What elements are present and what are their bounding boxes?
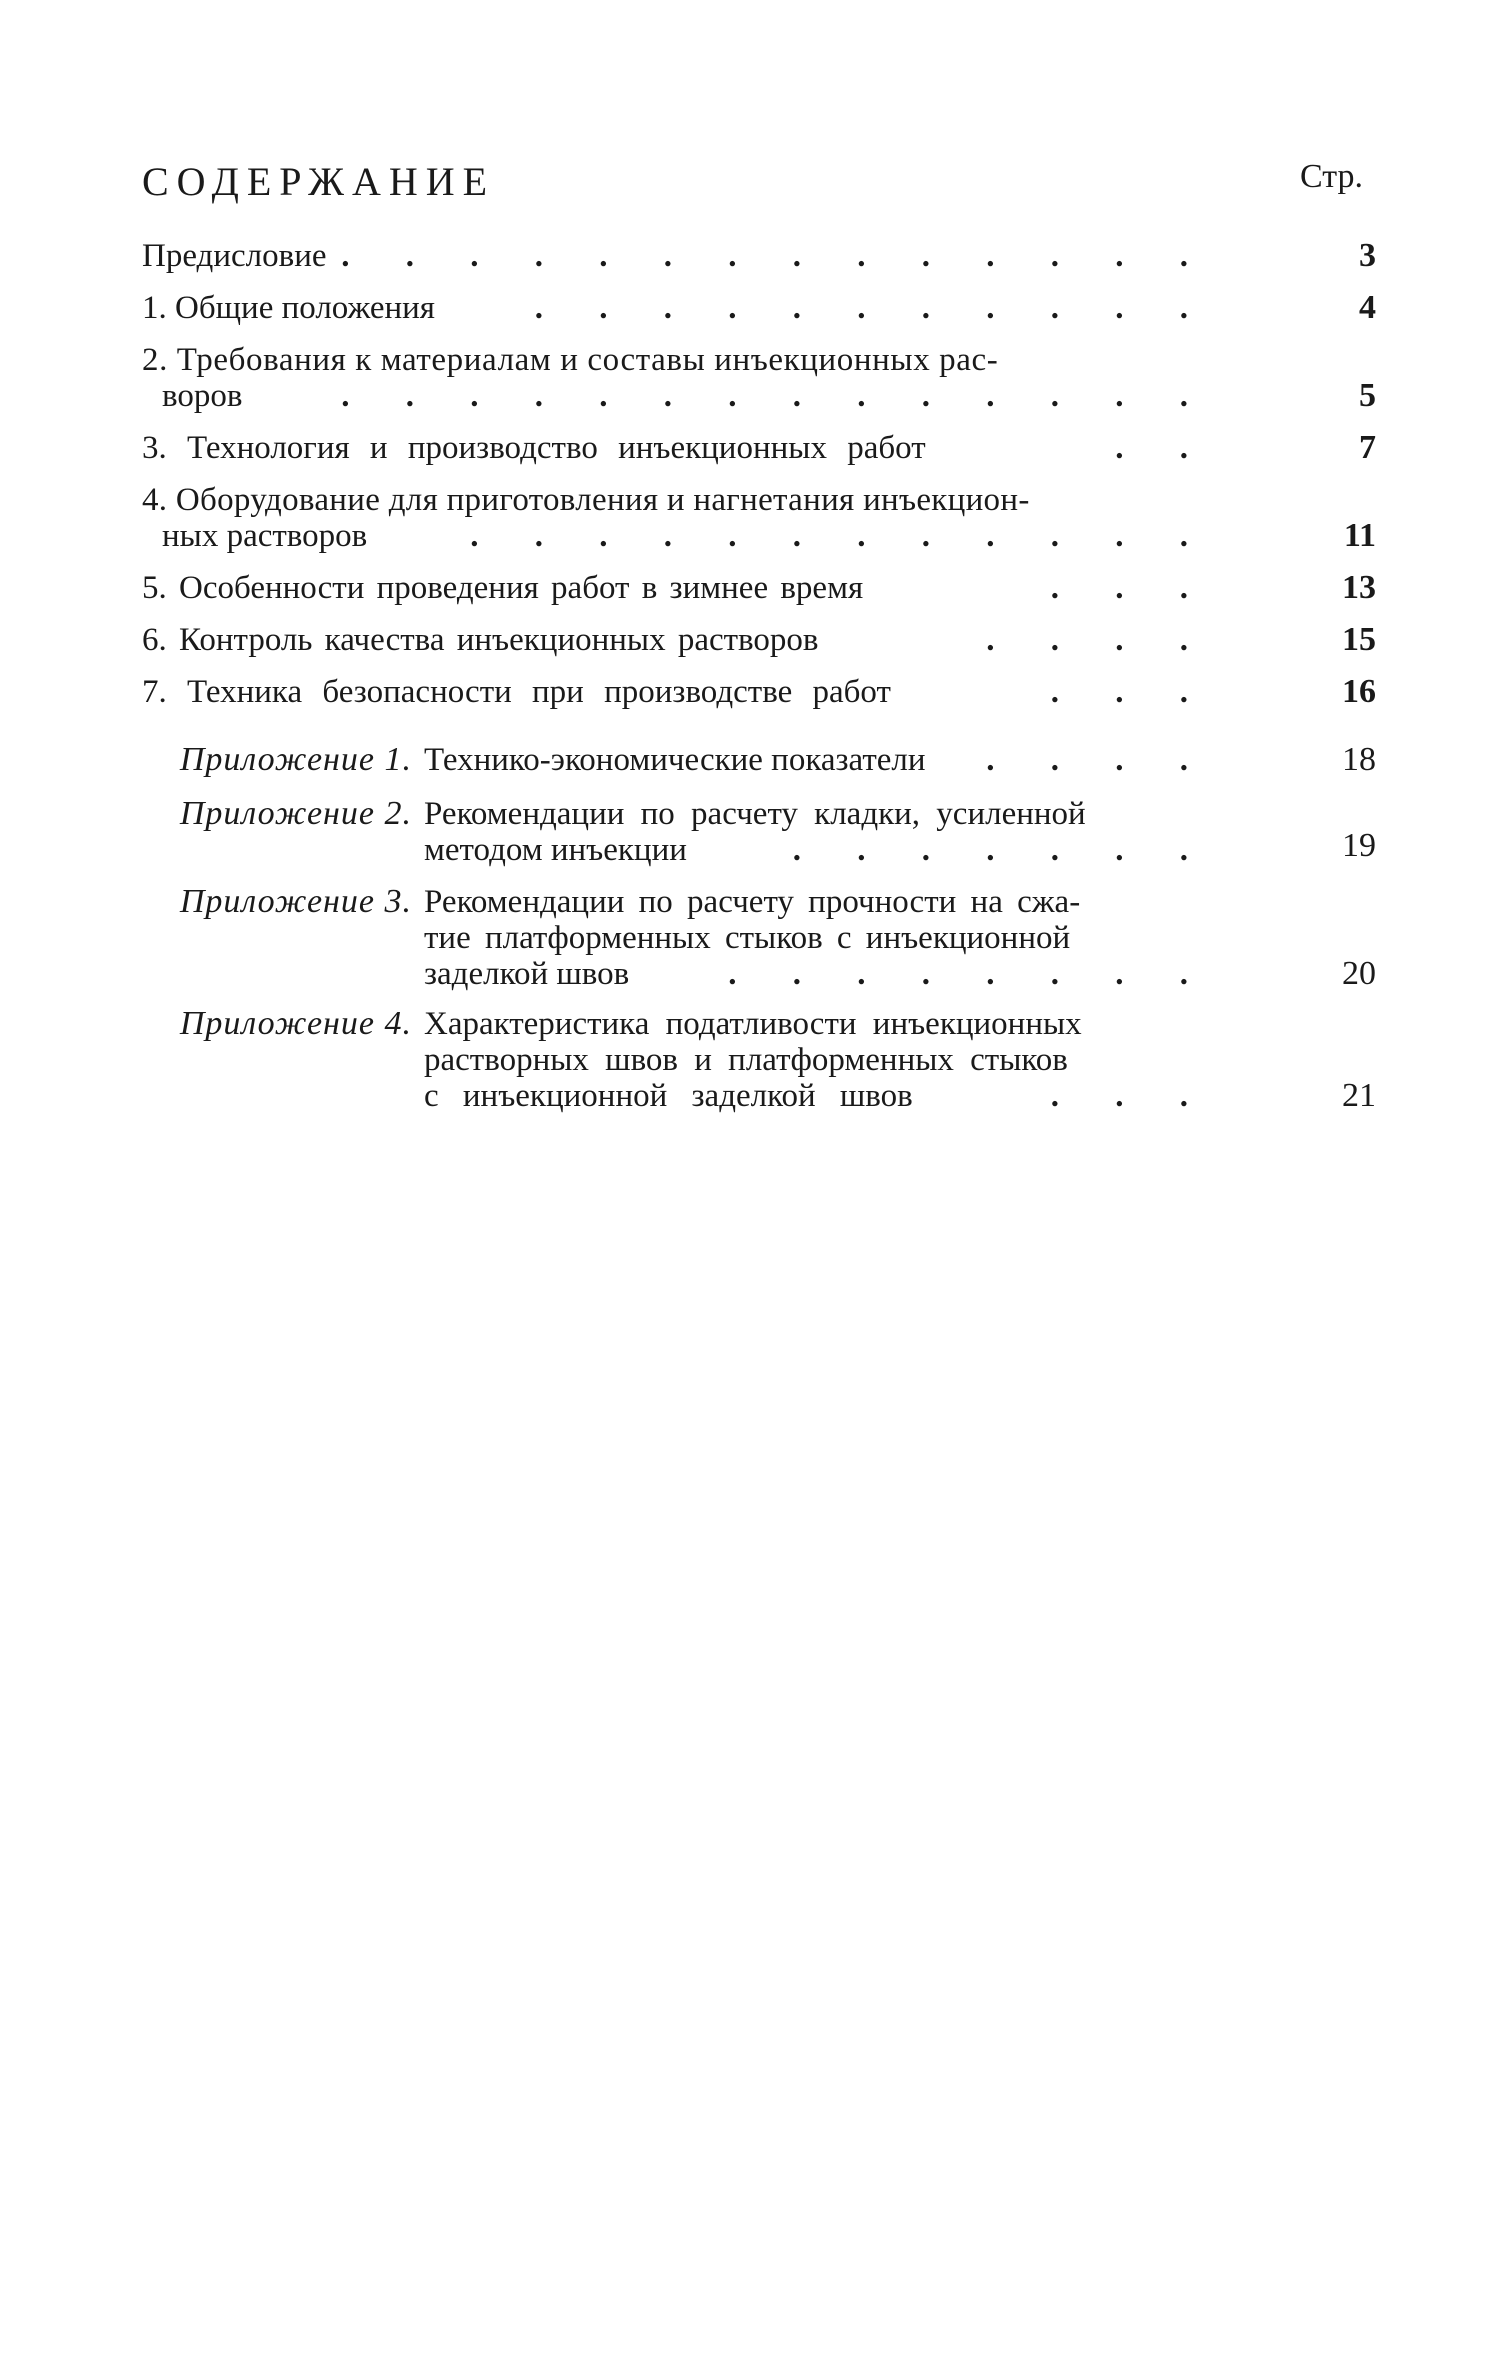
toc-entry-title: Предисловие xyxy=(142,238,327,274)
appendix-page: 18 xyxy=(1342,741,1376,778)
leader-dots: . . . . . . . . . . . . . . xyxy=(341,238,1212,274)
leader-dots: . . xyxy=(1115,430,1212,466)
appendix-page: 21 xyxy=(1342,1077,1376,1114)
leader-dots: . . . xyxy=(1050,1078,1212,1114)
appendix-title-line1: Рекомендации по расчету кладки, усиленной xyxy=(424,796,1086,832)
toc-entry-title: 3. Технология и производство инъекционных работ xyxy=(142,430,926,466)
appendix-label: Приложение 1. xyxy=(179,741,412,778)
appendix-title-line2: методом инъекции xyxy=(424,832,687,868)
toc-entry[interactable] xyxy=(142,290,1376,330)
appendix-title-line3: заделкой швов xyxy=(424,956,630,992)
leader-dots: . . . . . . . . . . . . xyxy=(470,518,1212,554)
toc-entry-page: 5 xyxy=(1359,377,1376,414)
toc-entry-title: 5. Особенности проведения работ в зимнее время xyxy=(142,570,864,606)
toc-entry-title: 7. Техника безопасности при производстве работ xyxy=(142,674,891,710)
leader-dots: . . . xyxy=(1050,674,1212,710)
toc-entry[interactable] xyxy=(142,238,1376,278)
leader-dots: . . . . . . . . . . . xyxy=(534,290,1212,326)
appendix-title-line3: с инъекционной заделкой швов xyxy=(424,1078,913,1114)
appendix-page: 19 xyxy=(1342,827,1376,864)
toc-entry-page: 4 xyxy=(1359,289,1376,326)
appendix-label: Приложение 2. xyxy=(179,795,412,832)
toc-entry-page: 7 xyxy=(1359,429,1376,466)
toc-entry[interactable] xyxy=(142,570,1376,610)
appendix-title-line1: Характеристика податливости инъекционных xyxy=(424,1006,1082,1042)
leader-dots: . . . . . . . . xyxy=(728,956,1212,992)
appendix-entry[interactable] xyxy=(142,742,1376,782)
toc-entry-page: 16 xyxy=(1342,673,1376,710)
page-column-label: Стр. xyxy=(1300,158,1364,195)
toc-heading: СОДЕРЖАНИЕ xyxy=(142,159,496,204)
toc-entry[interactable] xyxy=(142,430,1376,470)
toc-entry[interactable] xyxy=(142,622,1376,662)
appendix-title-line2: тие платформенных стыков с инъекционной xyxy=(424,920,1071,956)
toc-entry-title: 1. Общие положения xyxy=(142,290,435,326)
toc-entry-title-line2: ных растворов xyxy=(162,518,368,554)
toc-entry[interactable] xyxy=(142,674,1376,714)
appendix-title-line2: растворных швов и платформенных стыков xyxy=(424,1042,1068,1078)
appendix-entry[interactable] xyxy=(142,1006,1376,1118)
toc-entry-title: 6. Контроль качества инъекционных растворов xyxy=(142,622,819,658)
leader-dots: . . . . . . . . . . . . . . xyxy=(341,378,1212,414)
leader-dots: . . . . . . . xyxy=(792,832,1212,868)
leader-dots: . . . xyxy=(1050,570,1212,606)
toc-entry[interactable] xyxy=(142,342,1376,418)
toc-entry-page: 3 xyxy=(1359,237,1376,274)
appendix-title-line1: Рекомендации по расчету прочности на сжа- xyxy=(424,884,1081,920)
appendix-entry[interactable] xyxy=(142,796,1376,872)
appendix-title: Технико-экономические показатели xyxy=(424,742,926,778)
toc-entry-title-line1: 2. Требования к материалам и составы инъекционных рас- xyxy=(142,342,999,378)
appendix-entry[interactable] xyxy=(142,884,1376,996)
appendix-label: Приложение 3. xyxy=(179,883,412,920)
toc-entry-page: 15 xyxy=(1342,621,1376,658)
appendix-page: 20 xyxy=(1342,955,1376,992)
toc-entry-page: 11 xyxy=(1343,517,1376,554)
toc-entry-page: 13 xyxy=(1342,569,1376,606)
leader-dots: . . . . xyxy=(986,622,1212,658)
appendix-label: Приложение 4. xyxy=(179,1005,412,1042)
leader-dots: . . . . xyxy=(986,742,1212,778)
toc-entry-title-line2: воров xyxy=(162,378,243,414)
toc-entry[interactable] xyxy=(142,482,1376,558)
toc-entry-title-line1: 4. Оборудование для приготовления и нагнетания инъекцион- xyxy=(142,482,1030,518)
